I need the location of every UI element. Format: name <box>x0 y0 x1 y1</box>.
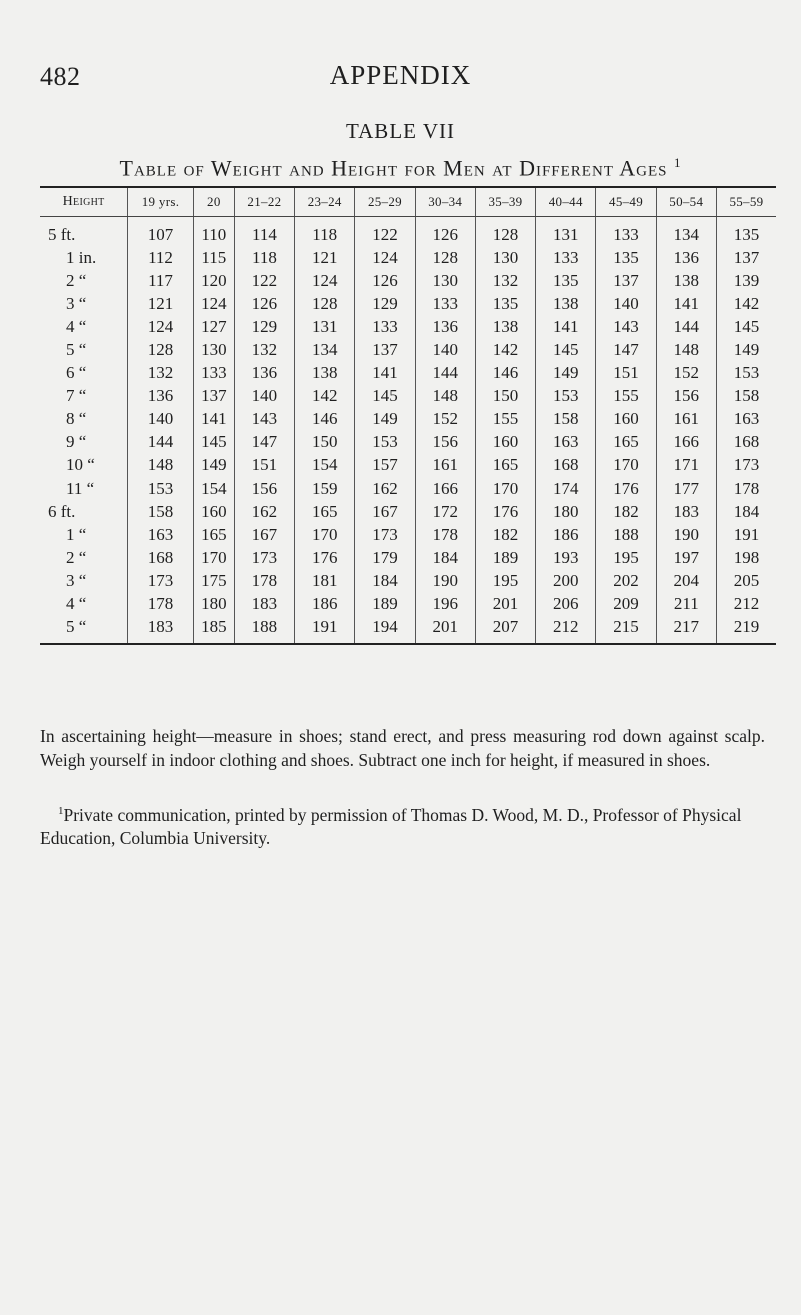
weight-cell: 161 <box>656 408 716 431</box>
weight-cell: 132 <box>475 269 535 292</box>
weight-cell: 179 <box>355 546 415 569</box>
weight-cell: 157 <box>355 454 415 477</box>
weight-cell: 151 <box>234 454 294 477</box>
weight-cell: 195 <box>596 546 656 569</box>
height-cell: 1 “ <box>40 523 128 546</box>
running-head: APPENDIX <box>329 60 472 90</box>
weight-cell: 150 <box>295 431 355 454</box>
weight-cell: 145 <box>193 431 234 454</box>
weight-cell: 127 <box>193 315 234 338</box>
weight-cell: 132 <box>234 338 294 361</box>
weight-cell: 181 <box>295 569 355 592</box>
table-row <box>40 546 776 569</box>
weight-cell: 178 <box>234 569 294 592</box>
header-age-6: 30–34 <box>415 187 475 217</box>
weight-cell: 135 <box>536 269 596 292</box>
weight-cell: 161 <box>415 454 475 477</box>
weight-cell: 145 <box>355 385 415 408</box>
header-age-4: 23–24 <box>295 187 355 217</box>
weight-cell: 190 <box>415 569 475 592</box>
weight-cell: 160 <box>596 408 656 431</box>
weight-cell: 170 <box>596 454 656 477</box>
weight-cell: 153 <box>128 477 194 500</box>
weight-cell: 167 <box>355 500 415 523</box>
weight-cell: 219 <box>716 616 776 644</box>
header-age-7: 35–39 <box>475 187 535 217</box>
weight-cell: 120 <box>193 269 234 292</box>
height-cell: 3 “ <box>40 292 128 315</box>
weight-cell: 146 <box>295 408 355 431</box>
weight-cell: 136 <box>234 362 294 385</box>
height-cell: 4 “ <box>40 593 128 616</box>
weight-cell: 154 <box>295 454 355 477</box>
table-row <box>40 500 776 523</box>
weight-cell: 140 <box>596 292 656 315</box>
weight-cell: 153 <box>536 385 596 408</box>
weight-cell: 133 <box>415 292 475 315</box>
weight-cell: 158 <box>128 500 194 523</box>
weight-cell: 186 <box>536 523 596 546</box>
weight-cell: 176 <box>475 500 535 523</box>
weight-cell: 149 <box>193 454 234 477</box>
height-cell: 7 “ <box>40 385 128 408</box>
caption-text: Table of Weight and Height for Men at Different Ages <box>119 155 668 181</box>
weight-cell: 133 <box>355 315 415 338</box>
weight-cell: 149 <box>355 408 415 431</box>
weight-cell: 158 <box>536 408 596 431</box>
page-number: 482 <box>40 62 81 91</box>
weight-cell: 128 <box>475 217 535 247</box>
weight-cell: 122 <box>355 217 415 247</box>
weight-cell: 131 <box>536 217 596 247</box>
weight-cell: 215 <box>596 616 656 644</box>
weight-cell: 110 <box>193 217 234 247</box>
footnote-text: Private communication, printed by permission of Thomas D. Wood, M. D., Professor of Physical Education, Columbia University. <box>40 804 742 849</box>
weight-cell: 217 <box>656 616 716 644</box>
weight-cell: 126 <box>415 217 475 247</box>
weight-cell: 139 <box>733 270 760 290</box>
header-age-10: 50–54 <box>656 187 716 217</box>
height-cell: 2 “ <box>40 546 128 569</box>
weight-cell: 204 <box>656 569 716 592</box>
weight-cell: 148 <box>415 385 475 408</box>
table-row <box>40 292 776 315</box>
weight-cell: 163 <box>536 431 596 454</box>
weight-cell: 147 <box>596 338 656 361</box>
weight-cell: 201 <box>475 593 535 616</box>
weight-cell: 130 <box>475 246 535 269</box>
weight-cell: 143 <box>596 315 656 338</box>
weight-cell: 165 <box>596 431 656 454</box>
weight-cell: 153 <box>355 431 415 454</box>
weight-cell: 173 <box>355 523 415 546</box>
weight-cell: 163 <box>128 523 194 546</box>
weight-cell: 140 <box>415 338 475 361</box>
weight-cell: 191 <box>733 524 760 544</box>
weight-cell: 190 <box>656 523 716 546</box>
height-cell: 2 “ <box>40 269 128 292</box>
weight-cell: 155 <box>475 408 535 431</box>
weight-cell: 156 <box>234 477 294 500</box>
weight-cell: 180 <box>193 593 234 616</box>
weight-cell: 121 <box>128 292 194 315</box>
weight-cell: 166 <box>415 477 475 500</box>
weight-cell: 189 <box>355 593 415 616</box>
weight-cell: 178 <box>415 523 475 546</box>
table-body <box>40 217 776 644</box>
table-row <box>40 246 776 269</box>
height-cell: 8 “ <box>40 408 128 431</box>
weight-cell: 114 <box>234 217 294 247</box>
weight-cell: 171 <box>656 454 716 477</box>
weight-cell: 133 <box>596 217 656 247</box>
footnote-marker: 1 <box>58 804 64 817</box>
weight-cell: 144 <box>656 315 716 338</box>
height-cell: 9 “ <box>40 431 128 454</box>
weight-cell: 126 <box>234 292 294 315</box>
weight-cell: 173 <box>234 546 294 569</box>
weight-cell: 162 <box>355 477 415 500</box>
weight-cell: 183 <box>128 616 194 644</box>
weight-cell: 176 <box>295 546 355 569</box>
header-age-2: 20 <box>193 187 234 217</box>
weight-cell: 184 <box>733 501 760 521</box>
weight-cell: 153 <box>733 363 760 383</box>
weight-cell: 182 <box>475 523 535 546</box>
table-row <box>40 338 776 361</box>
table-row <box>40 454 776 477</box>
weight-cell: 194 <box>355 616 415 644</box>
table-row <box>40 385 776 408</box>
header-age-3: 21–22 <box>234 187 294 217</box>
weight-cell: 138 <box>475 315 535 338</box>
table-row <box>40 217 776 247</box>
weight-cell: 141 <box>193 408 234 431</box>
weight-cell: 198 <box>733 547 760 567</box>
weight-cell: 175 <box>193 569 234 592</box>
height-cell: 5 ft. <box>40 217 128 247</box>
weight-cell: 128 <box>415 246 475 269</box>
weight-cell: 162 <box>234 500 294 523</box>
weight-cell: 212 <box>733 594 760 614</box>
weight-cell: 107 <box>128 217 194 247</box>
weight-cell: 128 <box>295 292 355 315</box>
weight-cell: 147 <box>234 431 294 454</box>
weight-cell: 160 <box>475 431 535 454</box>
weight-cell: 196 <box>415 593 475 616</box>
weight-cell: 170 <box>475 477 535 500</box>
table-row <box>40 569 776 592</box>
table-row <box>40 431 776 454</box>
weight-cell: 183 <box>656 500 716 523</box>
weight-cell: 167 <box>234 523 294 546</box>
weight-cell: 173 <box>733 455 760 475</box>
weight-cell: 188 <box>596 523 656 546</box>
weight-cell: 124 <box>355 246 415 269</box>
table-caption <box>0 155 801 181</box>
weight-cell: 129 <box>234 315 294 338</box>
weight-cell: 180 <box>536 500 596 523</box>
weight-cell: 141 <box>536 315 596 338</box>
weight-cell: 121 <box>295 246 355 269</box>
header-age-8: 40–44 <box>536 187 596 217</box>
weight-cell: 143 <box>234 408 294 431</box>
weight-cell: 112 <box>128 246 194 269</box>
weight-cell: 130 <box>193 338 234 361</box>
weight-cell: 124 <box>295 269 355 292</box>
weight-cell: 209 <box>596 593 656 616</box>
weight-cell: 212 <box>536 616 596 644</box>
weight-cell: 124 <box>193 292 234 315</box>
caption-footnote-ref: 1 <box>673 155 682 170</box>
table-label: TABLE VII <box>346 119 455 143</box>
weight-cell: 185 <box>193 616 234 644</box>
weight-cell: 152 <box>656 362 716 385</box>
weight-cell: 152 <box>415 408 475 431</box>
weight-cell: 134 <box>656 217 716 247</box>
weight-cell: 134 <box>295 338 355 361</box>
weight-cell: 205 <box>733 570 760 590</box>
table-row <box>40 362 776 385</box>
measurement-note: In ascertaining height—measure in shoes; stand erect, and press measuring rod down against scalp. Weigh yourself in indoor clothing and shoes. Subtract one inch for height, if measured in shoes. <box>40 725 765 770</box>
weight-cell: 129 <box>355 292 415 315</box>
weight-cell: 168 <box>128 546 194 569</box>
footnote <box>40 799 765 851</box>
weight-cell: 151 <box>596 362 656 385</box>
weight-cell: 133 <box>536 246 596 269</box>
weight-cell: 140 <box>128 408 194 431</box>
weight-cell: 145 <box>733 316 760 336</box>
table-header-row <box>40 187 776 217</box>
weight-cell: 170 <box>295 523 355 546</box>
weight-cell: 115 <box>193 246 234 269</box>
weight-cell: 211 <box>656 593 716 616</box>
weight-cell: 135 <box>596 246 656 269</box>
weight-cell: 135 <box>733 224 760 244</box>
table-row <box>40 523 776 546</box>
weight-cell: 184 <box>355 569 415 592</box>
weight-cell: 156 <box>656 385 716 408</box>
weight-cell: 158 <box>733 386 760 406</box>
weight-cell: 182 <box>596 500 656 523</box>
weight-cell: 160 <box>193 500 234 523</box>
table-row <box>40 408 776 431</box>
weight-cell: 137 <box>733 247 760 267</box>
header-height: Height <box>40 187 128 217</box>
weight-cell: 138 <box>536 292 596 315</box>
weight-cell: 144 <box>415 362 475 385</box>
weight-cell: 200 <box>536 569 596 592</box>
weight-cell: 137 <box>193 385 234 408</box>
height-cell: 3 “ <box>40 569 128 592</box>
weight-cell: 168 <box>733 432 760 452</box>
weight-cell: 168 <box>536 454 596 477</box>
weight-cell: 132 <box>128 362 194 385</box>
weight-cell: 138 <box>656 269 716 292</box>
weight-cell: 191 <box>295 616 355 644</box>
weight-cell: 137 <box>596 269 656 292</box>
weight-cell: 155 <box>596 385 656 408</box>
weight-cell: 165 <box>475 454 535 477</box>
height-cell: 6 “ <box>40 362 128 385</box>
weight-cell: 166 <box>656 431 716 454</box>
weight-cell: 126 <box>355 269 415 292</box>
weight-cell: 122 <box>234 269 294 292</box>
weight-cell: 183 <box>234 593 294 616</box>
weight-cell: 135 <box>475 292 535 315</box>
table-row <box>40 269 776 292</box>
weight-cell: 118 <box>295 217 355 247</box>
weight-cell: 142 <box>295 385 355 408</box>
weight-cell: 172 <box>415 500 475 523</box>
height-cell: 4 “ <box>40 315 128 338</box>
weight-cell: 197 <box>656 546 716 569</box>
weight-cell: 195 <box>475 569 535 592</box>
weight-cell: 141 <box>355 362 415 385</box>
height-cell: 11 “ <box>40 477 128 500</box>
weight-cell: 165 <box>193 523 234 546</box>
weight-cell: 176 <box>596 477 656 500</box>
weight-cell: 141 <box>656 292 716 315</box>
weight-cell: 136 <box>128 385 194 408</box>
weight-cell: 173 <box>128 569 194 592</box>
weight-cell: 178 <box>128 593 194 616</box>
weight-cell: 131 <box>295 315 355 338</box>
weight-cell: 150 <box>475 385 535 408</box>
weight-cell: 156 <box>415 431 475 454</box>
weight-cell: 206 <box>536 593 596 616</box>
weight-cell: 178 <box>733 478 760 498</box>
weight-cell: 142 <box>475 338 535 361</box>
header-age-5: 25–29 <box>355 187 415 217</box>
height-cell: 5 “ <box>40 616 128 644</box>
weight-height-table <box>40 186 776 645</box>
weight-cell: 188 <box>234 616 294 644</box>
weight-cell: 154 <box>193 477 234 500</box>
weight-cell: 148 <box>128 454 194 477</box>
table-row <box>40 593 776 616</box>
header-age-1: 19 yrs. <box>128 187 194 217</box>
weight-cell: 136 <box>415 315 475 338</box>
weight-cell: 130 <box>415 269 475 292</box>
weight-cell: 124 <box>128 315 194 338</box>
height-cell: 1 in. <box>40 246 128 269</box>
weight-cell: 202 <box>596 569 656 592</box>
table-row <box>40 315 776 338</box>
weight-cell: 201 <box>415 616 475 644</box>
weight-cell: 136 <box>656 246 716 269</box>
weight-cell: 159 <box>295 477 355 500</box>
weight-cell: 184 <box>415 546 475 569</box>
height-cell: 10 “ <box>40 454 128 477</box>
weight-cell: 137 <box>355 338 415 361</box>
height-cell: 5 “ <box>40 338 128 361</box>
weight-cell: 140 <box>234 385 294 408</box>
weight-cell: 145 <box>536 338 596 361</box>
table-row <box>40 616 776 644</box>
weight-cell: 189 <box>475 546 535 569</box>
weight-cell: 165 <box>295 500 355 523</box>
weight-cell: 193 <box>536 546 596 569</box>
weight-cell: 163 <box>733 409 760 429</box>
weight-cell: 128 <box>128 338 194 361</box>
weight-cell: 170 <box>193 546 234 569</box>
weight-cell: 146 <box>475 362 535 385</box>
table-row <box>40 477 776 500</box>
weight-cell: 177 <box>656 477 716 500</box>
weight-cell: 117 <box>128 269 194 292</box>
weight-cell: 207 <box>475 616 535 644</box>
weight-cell: 148 <box>656 338 716 361</box>
weight-cell: 142 <box>733 293 760 313</box>
weight-cell: 149 <box>536 362 596 385</box>
weight-cell: 138 <box>295 362 355 385</box>
weight-cell: 118 <box>234 246 294 269</box>
weight-cell: 186 <box>295 593 355 616</box>
weight-cell: 149 <box>733 340 760 360</box>
weight-cell: 133 <box>193 362 234 385</box>
weight-cell: 144 <box>128 431 194 454</box>
header-age-11: 55–59 <box>716 187 776 217</box>
height-cell: 6 ft. <box>40 500 128 523</box>
header-age-9: 45–49 <box>596 187 656 217</box>
weight-cell: 174 <box>536 477 596 500</box>
